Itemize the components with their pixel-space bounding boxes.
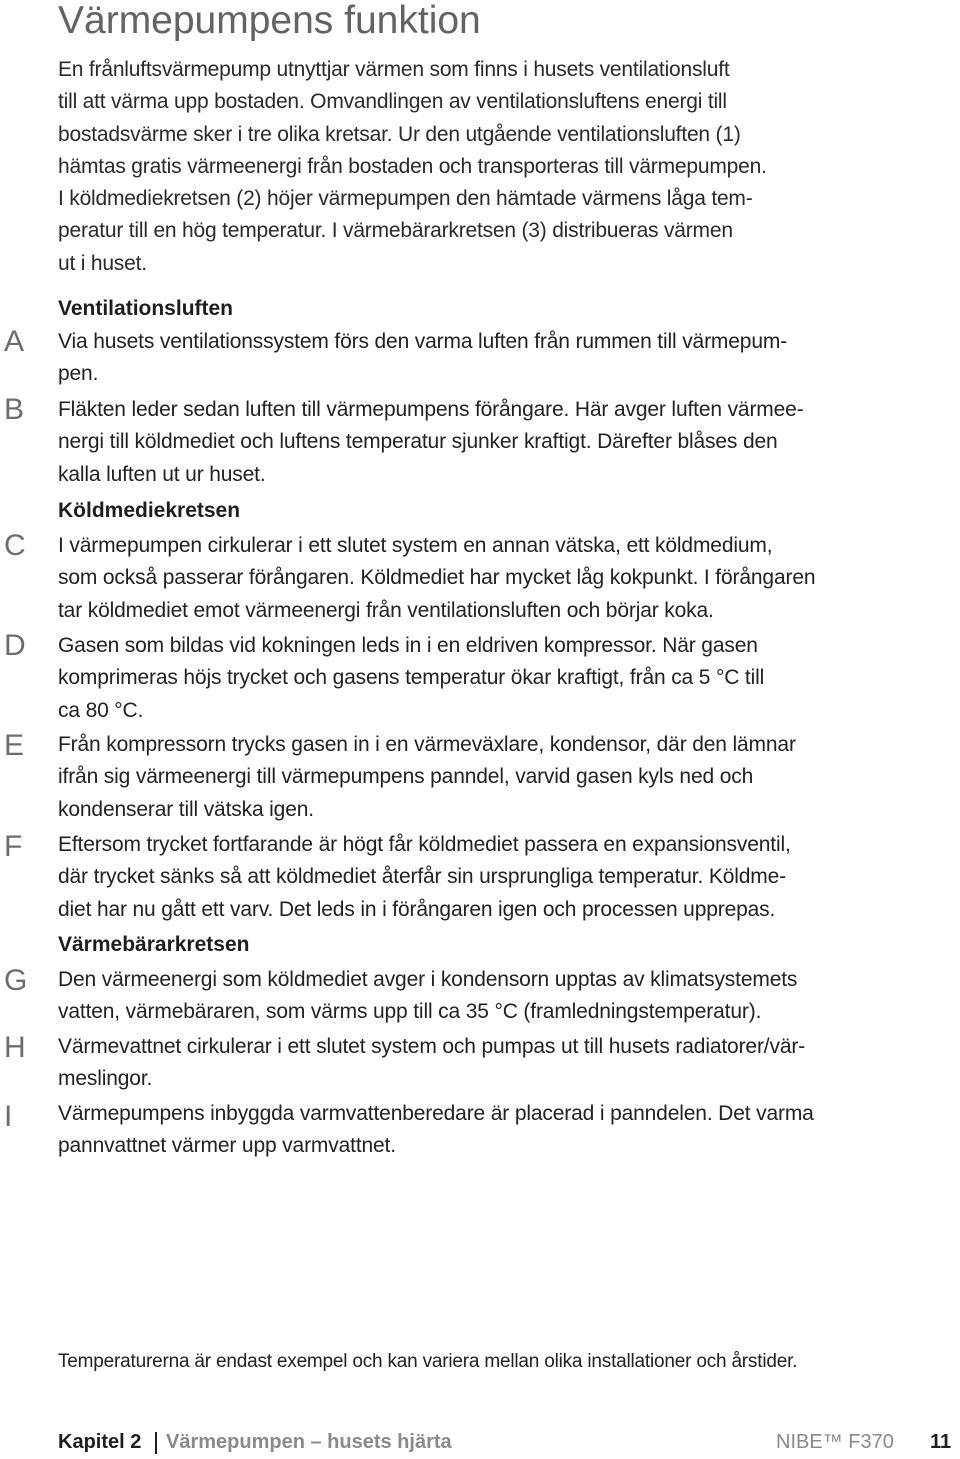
step-line: meslingor. <box>58 1067 153 1091</box>
step-line: Gasen som bildas vid kokningen leds in i en eldriven kompressor. När gasen <box>58 634 758 657</box>
step-line: pannvattnet värmer upp varmvattnet. <box>58 1134 396 1158</box>
footer-separator <box>155 1432 157 1454</box>
intro-line: till att värma upp bostaden. Omvandlingen av ventilationsluftens energi till <box>58 90 727 114</box>
intro-line: En frånluftsvärmepump utnyttjar värmen som finns i husets ventilationsluft <box>58 58 730 81</box>
section-heading-koldmediekretsen: Köldmediekretsen <box>58 499 241 522</box>
page-title: Värmepumpens funktion <box>58 0 481 42</box>
step-text-d <box>58 630 918 727</box>
step-line: Den värmeenergi som köldmediet avger i kondensorn upptas av klimatsystemets <box>58 968 798 991</box>
step-letter-i: I <box>4 1100 13 1133</box>
step-line: vatten, värmebäraren, som värms upp till ca 35 °C (framledningstemperatur). <box>58 1000 762 1024</box>
step-text-e <box>58 729 918 826</box>
step-text-b <box>58 394 918 491</box>
step-letter-b: B <box>4 393 25 426</box>
step-letter-h: H <box>4 1031 26 1064</box>
section-heading-ventilationsluften: Ventilationsluften <box>58 297 234 320</box>
step-letter-e: E <box>4 729 25 762</box>
step-letter-d: D <box>4 629 26 662</box>
step-line: Från kompressorn trycks gasen in i en värmeväxlare, kondensor, där den lämnar <box>58 733 796 756</box>
step-text-i <box>58 1098 918 1163</box>
step-text-a <box>58 326 918 391</box>
section-heading-varmebararkretsen: Värmebärarkretsen <box>58 933 250 956</box>
intro-paragraph <box>58 54 908 280</box>
step-line: nergi till köldmediet och luftens temperatur sjunker kraftigt. Därefter blåses den <box>58 430 778 454</box>
step-letter-c: C <box>4 529 26 562</box>
step-line: ca 80 °C. <box>58 698 144 722</box>
step-line: Värmepumpens inbyggda varmvattenberedare är placerad i panndelen. Det varma <box>58 1102 814 1125</box>
intro-line: peratur till en hög temperatur. I värmebärarkretsen (3) distribueras värmen <box>58 219 733 243</box>
step-line: I värmepumpen cirkulerar i ett slutet system en annan vätska, ett köldmedium, <box>58 534 773 557</box>
step-letter-g: G <box>4 964 28 997</box>
step-line: Eftersom trycket fortfarande är högt får köldmediet passera en expansionsventil, <box>58 833 791 856</box>
step-line: tar köldmediet emot värmeenergi från ventilationsluften och börjar koka. <box>58 598 714 622</box>
step-line: ifrån sig värmeenergi till värmepumpens panndel, varvid gasen kyls ned och <box>58 765 754 789</box>
step-line: kalla luften ut ur huset. <box>58 462 266 486</box>
step-line: som också passerar förångaren. Köldmediet har mycket låg kokpunkt. I förångaren <box>58 566 816 590</box>
step-line: pen. <box>58 362 99 386</box>
intro-line: hämtas gratis värmeenergi från bostaden och transporteras till värmepumpen. <box>58 154 767 178</box>
step-line: Via husets ventilationssystem förs den varma luften från rummen till värmepum- <box>58 330 788 353</box>
step-text-f <box>58 829 918 926</box>
step-line: kondenserar till vätska igen. <box>58 797 314 821</box>
page-footer <box>0 1428 960 1458</box>
intro-line: ut i huset. <box>58 251 147 275</box>
intro-line: bostadsvärme sker i tre olika kretsar. Ur den utgående ventilationsluften (1) <box>58 122 741 146</box>
footer-page-number: 11 <box>930 1431 952 1453</box>
step-line: där trycket sänks så att köldmediet återfår sin ursprungliga temperatur. Köldme- <box>58 865 787 889</box>
step-line: Fläkten leder sedan luften till värmepumpens förångare. Här avger luften värmee- <box>58 398 804 421</box>
step-text-h <box>58 1031 918 1096</box>
temperature-note: Temperaturerna är endast exempel och kan variera mellan olika installationer och årstider. <box>58 1351 798 1372</box>
step-text-c <box>58 530 918 627</box>
footer-chapter: Kapitel 2 <box>58 1431 142 1453</box>
step-letter-f: F <box>4 830 23 863</box>
footer-product: NIBE™ F370 <box>776 1431 894 1453</box>
step-line: diet har nu gått ett varv. Det leds in i förångaren igen och processen upprepas. <box>58 897 776 921</box>
intro-line: I köldmediekretsen (2) höjer värmepumpen den hämtade värmens låga tem- <box>58 187 753 211</box>
step-letter-a: A <box>4 325 25 358</box>
step-line: Värmevattnet cirkulerar i ett slutet system och pumpas ut till husets radiatorer/vär- <box>58 1035 806 1058</box>
footer-chapter-title: Värmepumpen – husets hjärta <box>166 1431 452 1453</box>
step-text-g <box>58 964 918 1029</box>
step-line: komprimeras höjs trycket och gasens temperatur ökar kraftigt, från ca 5 °C till <box>58 666 765 690</box>
